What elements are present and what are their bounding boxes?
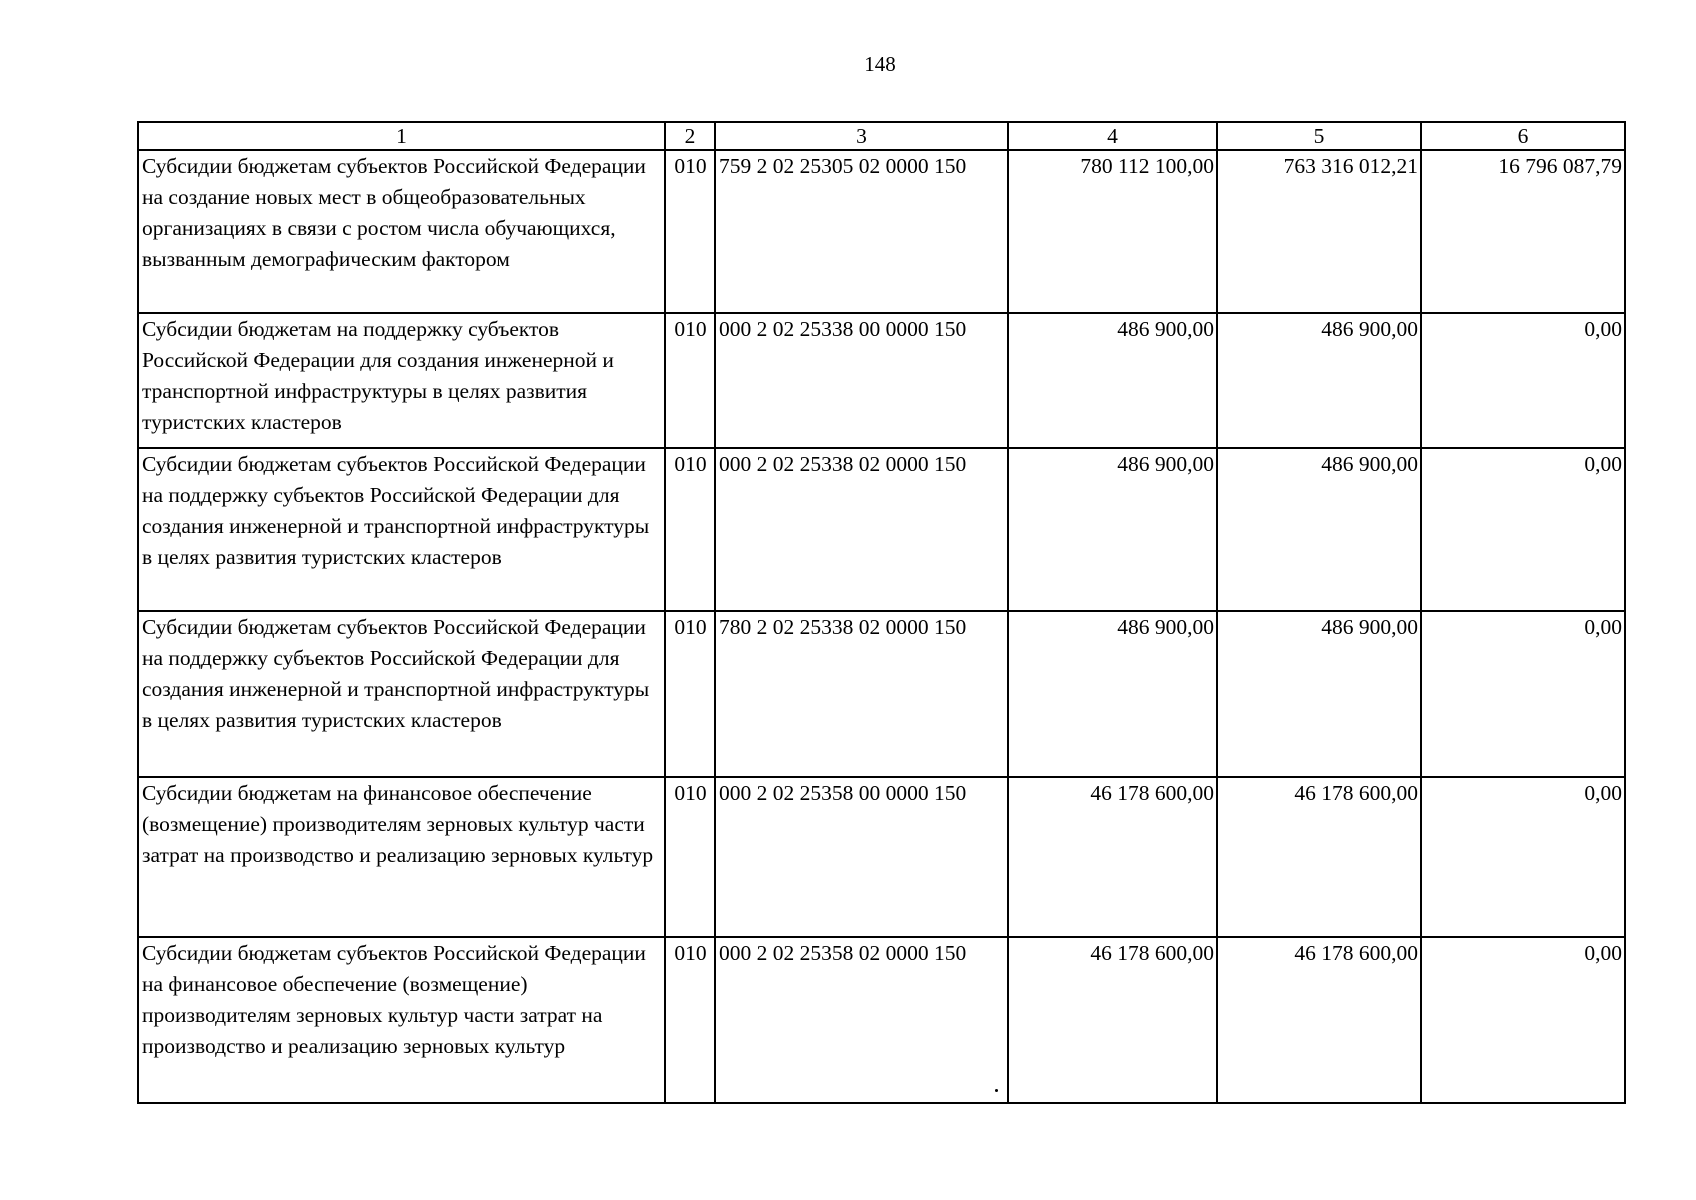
- column-header-3: 3: [715, 122, 1008, 150]
- row-name-cell: Субсидии бюджетам на финансовое обеспечение (возмещение) производителям зерновых культур части затрат на производство и реализацию зерновых культур: [138, 777, 665, 937]
- row-unexecuted-cell: 0,00: [1421, 937, 1625, 1103]
- row-name-cell: Субсидии бюджетам субъектов Российской Федерации на поддержку субъектов Российской Федерации для создания инженерной и транспортной инфраструктуры в целях развития туристских кластеров: [138, 448, 665, 611]
- row-executed-cell: 763 316 012,21: [1217, 150, 1421, 313]
- column-header-2: 2: [665, 122, 715, 150]
- table-row: [138, 611, 1625, 777]
- table-row: [138, 777, 1625, 937]
- table-row: [138, 448, 1625, 611]
- row-executed-cell: 486 900,00: [1217, 448, 1421, 611]
- row-kbk-cell: 759 2 02 25305 02 0000 150: [715, 150, 1008, 313]
- page-number: 148: [864, 52, 896, 76]
- row-kbk-cell: 000 2 02 25358 00 0000 150: [715, 777, 1008, 937]
- row-name-cell: Субсидии бюджетам субъектов Российской Федерации на финансовое обеспечение (возмещение) производителям зерновых культур части затрат на производство и реализацию зерновых культур: [138, 937, 665, 1103]
- table-header-row: [138, 122, 1625, 150]
- row-code-cell: 010: [665, 777, 715, 937]
- row-executed-cell: 46 178 600,00: [1217, 777, 1421, 937]
- row-unexecuted-cell: 0,00: [1421, 777, 1625, 937]
- row-kbk-cell: 000 2 02 25358 02 0000 150: [715, 937, 1008, 1103]
- row-name-cell: Субсидии бюджетам субъектов Российской Федерации на поддержку субъектов Российской Федерации для создания инженерной и транспортной инфраструктуры в целях развития туристских кластеров: [138, 611, 665, 777]
- row-executed-cell: 46 178 600,00: [1217, 937, 1421, 1103]
- report-table: [137, 121, 1626, 1104]
- row-unexecuted-cell: 0,00: [1421, 611, 1625, 777]
- row-unexecuted-cell: 16 796 087,79: [1421, 150, 1625, 313]
- scan-speck: [995, 1089, 998, 1092]
- row-approved-cell: 780 112 100,00: [1008, 150, 1217, 313]
- row-code-cell: 010: [665, 937, 715, 1103]
- column-header-5: 5: [1217, 122, 1421, 150]
- row-approved-cell: 46 178 600,00: [1008, 937, 1217, 1103]
- row-approved-cell: 46 178 600,00: [1008, 777, 1217, 937]
- row-code-cell: 010: [665, 611, 715, 777]
- column-header-1: 1: [138, 122, 665, 150]
- row-approved-cell: 486 900,00: [1008, 611, 1217, 777]
- row-executed-cell: 486 900,00: [1217, 611, 1421, 777]
- row-name-cell: Субсидии бюджетам на поддержку субъектов Российской Федерации для создания инженерной и транспортной инфраструктуры в целях развития туристских кластеров: [138, 313, 665, 448]
- row-name-cell: Субсидии бюджетам субъектов Российской Федерации на создание новых мест в общеобразовательных организациях в связи с ростом числа обучающихся, вызванным демографическим фактором: [138, 150, 665, 313]
- column-header-6: 6: [1421, 122, 1625, 150]
- table-row: [138, 313, 1625, 448]
- row-code-cell: 010: [665, 150, 715, 313]
- row-kbk-cell: 000 2 02 25338 00 0000 150: [715, 313, 1008, 448]
- row-unexecuted-cell: 0,00: [1421, 313, 1625, 448]
- row-executed-cell: 486 900,00: [1217, 313, 1421, 448]
- row-approved-cell: 486 900,00: [1008, 313, 1217, 448]
- row-approved-cell: 486 900,00: [1008, 448, 1217, 611]
- column-header-4: 4: [1008, 122, 1217, 150]
- row-kbk-cell: 000 2 02 25338 02 0000 150: [715, 448, 1008, 611]
- table-row: [138, 150, 1625, 313]
- row-unexecuted-cell: 0,00: [1421, 448, 1625, 611]
- row-code-cell: 010: [665, 313, 715, 448]
- row-kbk-cell: 780 2 02 25338 02 0000 150: [715, 611, 1008, 777]
- row-code-cell: 010: [665, 448, 715, 611]
- table-row: [138, 937, 1625, 1103]
